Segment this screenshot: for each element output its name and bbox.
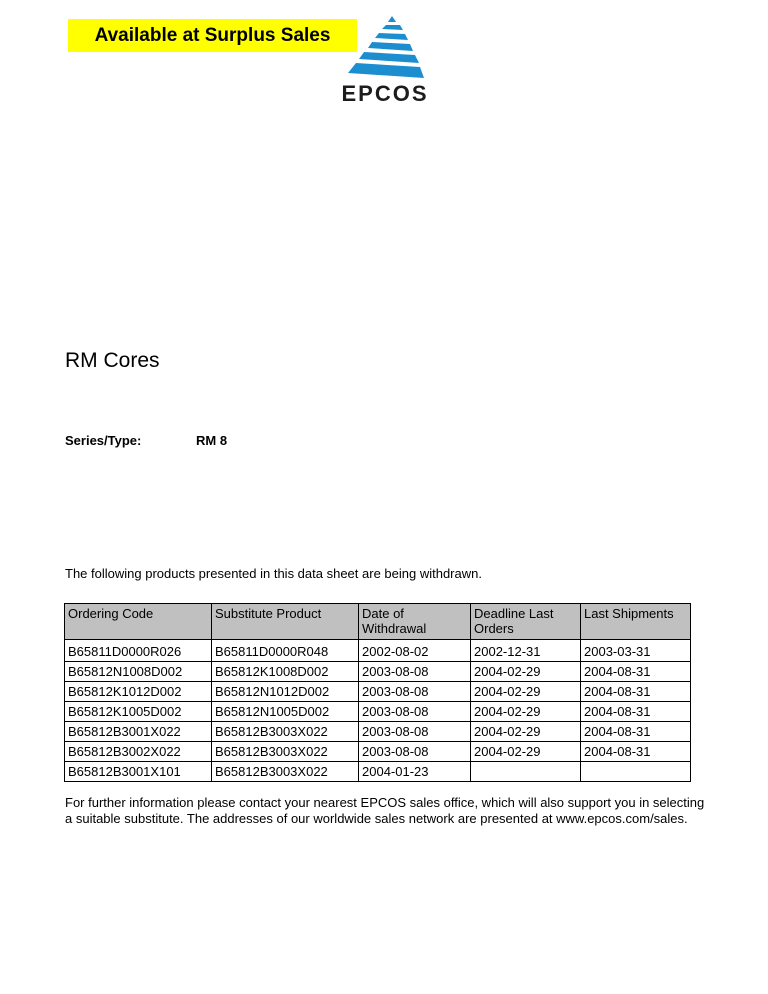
cell-substitute-product: B65812B3003X022 bbox=[212, 722, 359, 742]
table-row bbox=[65, 640, 691, 662]
cell-date-of-withdrawal: 2003-08-08 bbox=[359, 702, 471, 722]
cell-last-shipments: 2004-08-31 bbox=[581, 722, 691, 742]
cell-ordering-code: B65812B3002X022 bbox=[65, 742, 212, 762]
cell-deadline-last-orders: 2004-02-29 bbox=[471, 682, 581, 702]
cell-ordering-code: B65812B3001X022 bbox=[65, 722, 212, 742]
cell-deadline-last-orders: 2004-02-29 bbox=[471, 702, 581, 722]
cell-ordering-code: B65812K1012D002 bbox=[65, 682, 212, 702]
header-deadline-last-orders: Deadline Last Orders bbox=[471, 604, 581, 640]
page-title: RM Cores bbox=[65, 349, 160, 372]
cell-last-shipments: 2004-08-31 bbox=[581, 662, 691, 682]
table-row bbox=[65, 742, 691, 762]
cell-ordering-code: B65812N1008D002 bbox=[65, 662, 212, 682]
withdrawal-table bbox=[64, 603, 691, 782]
cell-deadline-last-orders: 2004-02-29 bbox=[471, 662, 581, 682]
cell-date-of-withdrawal: 2003-08-08 bbox=[359, 682, 471, 702]
table-row bbox=[65, 662, 691, 682]
header-ordering-code: Ordering Code bbox=[65, 604, 212, 640]
cell-substitute-product: B65811D0000R048 bbox=[212, 640, 359, 662]
table-row bbox=[65, 762, 691, 782]
series-type-label: Series/Type: bbox=[65, 433, 142, 448]
cell-ordering-code: B65812K1005D002 bbox=[65, 702, 212, 722]
epcos-logo bbox=[333, 14, 437, 104]
header-last-shipments: Last Shipments bbox=[581, 604, 691, 640]
table-body bbox=[65, 640, 691, 782]
contact-note: For further information please contact your nearest EPCOS sales office, which will also support you in selecting a suitable substitute. The addresses of our worldwide sales network are presented at www.epcos.com/sales. bbox=[65, 795, 705, 826]
cell-date-of-withdrawal: 2003-08-08 bbox=[359, 662, 471, 682]
cell-date-of-withdrawal: 2003-08-08 bbox=[359, 722, 471, 742]
epcos-triangle-icon bbox=[346, 14, 424, 82]
cell-substitute-product: B65812N1012D002 bbox=[212, 682, 359, 702]
cell-substitute-product: B65812B3003X022 bbox=[212, 762, 359, 782]
cell-substitute-product: B65812N1005D002 bbox=[212, 702, 359, 722]
cell-last-shipments: 2004-08-31 bbox=[581, 702, 691, 722]
cell-date-of-withdrawal: 2002-08-02 bbox=[359, 640, 471, 662]
header-substitute-product: Substitute Product bbox=[212, 604, 359, 640]
cell-last-shipments: 2003-03-31 bbox=[581, 640, 691, 662]
cell-date-of-withdrawal: 2003-08-08 bbox=[359, 742, 471, 762]
cell-deadline-last-orders: 2004-02-29 bbox=[471, 722, 581, 742]
cell-substitute-product: B65812K1008D002 bbox=[212, 662, 359, 682]
table-row bbox=[65, 682, 691, 702]
series-type-value: RM 8 bbox=[196, 433, 228, 448]
cell-ordering-code: B65811D0000R026 bbox=[65, 640, 212, 662]
cell-deadline-last-orders: 2004-02-29 bbox=[471, 742, 581, 762]
cell-ordering-code: B65812B3001X101 bbox=[65, 762, 212, 782]
surplus-sales-banner: Available at Surplus Sales bbox=[68, 19, 357, 52]
table-row bbox=[65, 722, 691, 742]
table-row bbox=[65, 702, 691, 722]
cell-last-shipments: 2004-08-31 bbox=[581, 682, 691, 702]
cell-date-of-withdrawal: 2004-01-23 bbox=[359, 762, 471, 782]
cell-deadline-last-orders bbox=[471, 762, 581, 782]
cell-deadline-last-orders: 2002-12-31 bbox=[471, 640, 581, 662]
cell-last-shipments bbox=[581, 762, 691, 782]
cell-last-shipments: 2004-08-31 bbox=[581, 742, 691, 762]
table-header-row bbox=[65, 604, 691, 640]
withdrawal-intro: The following products presented in this data sheet are being withdrawn. bbox=[65, 566, 482, 581]
epcos-logo-text: EPCOS bbox=[341, 81, 429, 106]
header-date-of-withdrawal: Date of Withdrawal bbox=[359, 604, 471, 640]
cell-substitute-product: B65812B3003X022 bbox=[212, 742, 359, 762]
